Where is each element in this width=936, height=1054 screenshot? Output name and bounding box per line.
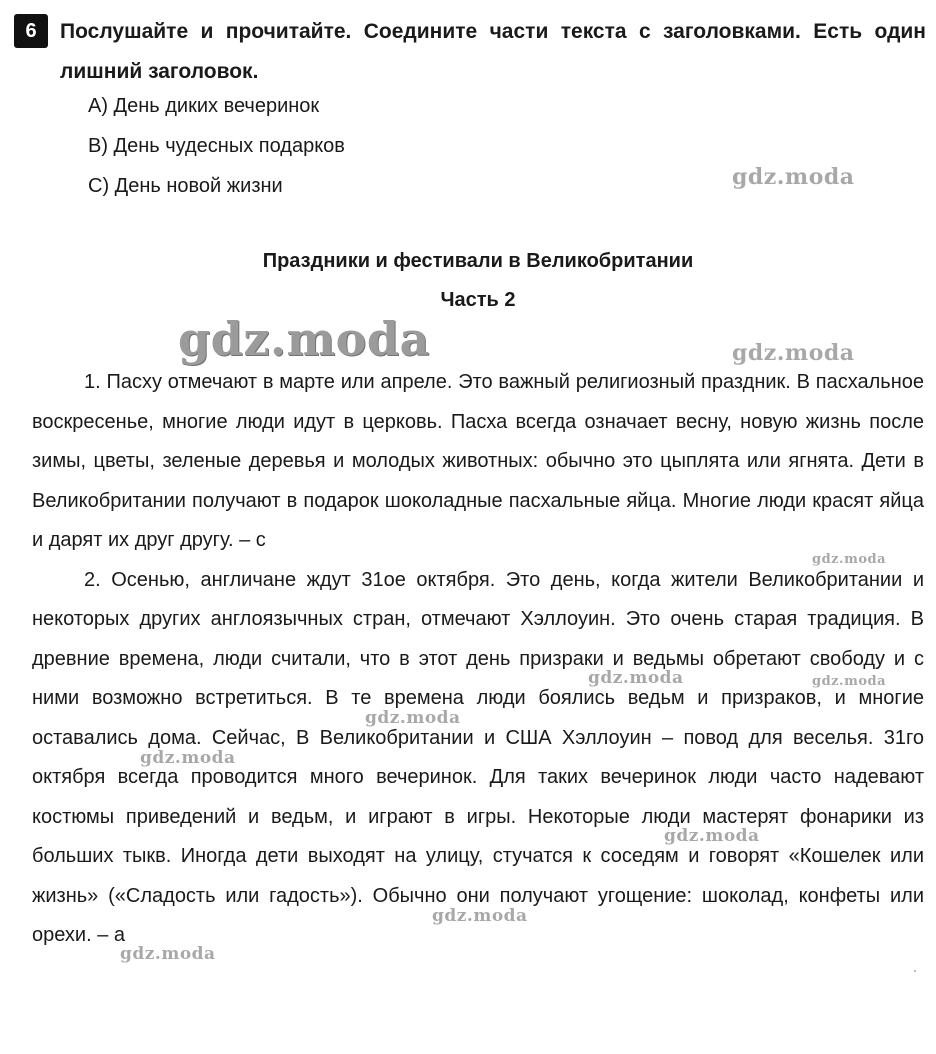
watermark: gdz.moda — [664, 826, 760, 846]
task-number-badge: 6 — [14, 14, 48, 48]
stray-mark — [914, 970, 916, 972]
watermark: gdz.moda — [812, 552, 887, 567]
article-body — [32, 363, 924, 956]
article-title: Праздники и фестивали в Великобритании — [262, 250, 694, 272]
watermark: gdz.moda — [140, 748, 236, 768]
watermark: gdz.moda — [432, 906, 528, 926]
option-a: A) День диких вечеринок — [88, 95, 320, 117]
watermark: gdz.moda — [120, 944, 216, 964]
option-b: B) День чудесных подарков — [88, 135, 345, 157]
watermark: gdz.moda — [365, 708, 461, 728]
paragraph-1: 1. Пасху отмечают в марте или апреле. Это важный религиозный праздник. В пасхальное воскресенье, многие люди идут в церковь. Пасха всегда означает весну, новую жизнь после зимы, цветы, зеленые деревья и молодых животных: обычно это цыплята или ягнята. Дети в Великобритании получают в подарок шоколадные пасхальные яйца. Многие люди красят яйца и дарят их друг другу. – с — [32, 371, 924, 551]
watermark: gdz.moda — [732, 164, 855, 190]
option-c: C) День новой жизни — [88, 175, 283, 197]
task-instruction: Послушайте и прочитайте. Соедините части текста с заголовками. Есть один лишний заголовок. — [60, 20, 926, 83]
paragraph-2: 2. Осенью, англичане ждут 31ое октября. Это день, когда жители Великобритании и некоторых других англоязычных стран, отмечают Хэллоуин. Это очень старая традиция. В древние времена, люди считали, что в этот день призраки и ведьмы обретают свободу и с ними возможно встретиться. В те времена люди боялись ведьм и призраков, и многие оставались дома. Сейчас, В Великобритании и США Хэллоуин – повод для веселья. 31го октября всегда проводится много вечеринок. Для таких вечеринок люди часто надевают костюмы приведений и ведьм, и играют в игры. Некоторые люди мастерят фонарики из больших тыкв. Иногда дети выходят на улицу, стучатся к соседям и говорят «Кошелек или жизнь» («Сладость или гадость»). Обычно они получают угощение: шоколад, конфеты или орехи. – а — [32, 568, 924, 946]
heading-options-list — [88, 86, 345, 206]
watermark: gdz.moda — [178, 312, 430, 366]
watermark: gdz.moda — [588, 668, 684, 688]
article-subtitle: Часть 2 — [440, 289, 516, 311]
watermark: gdz.moda — [732, 340, 855, 366]
watermark: gdz.moda — [812, 674, 887, 689]
